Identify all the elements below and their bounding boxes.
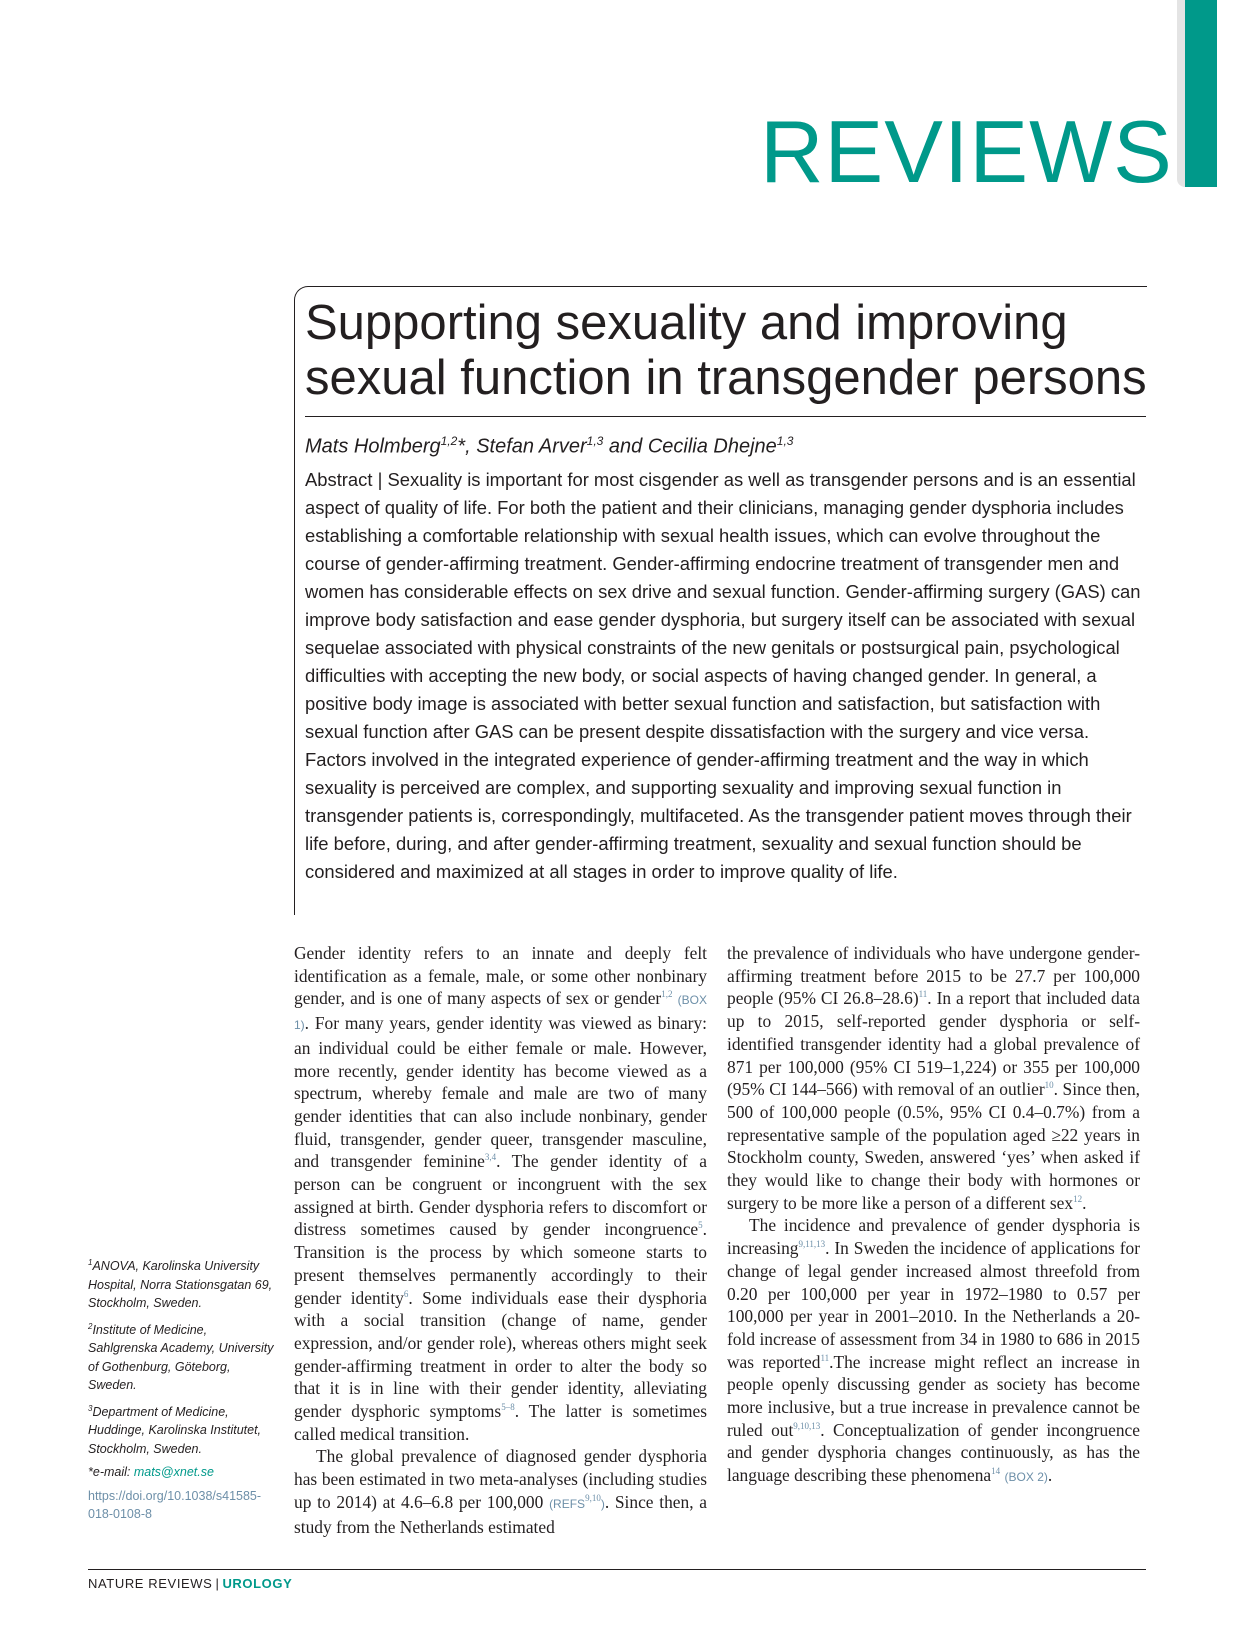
author-affiliation: 1,3 [586,434,604,448]
body-column-right [727,942,1140,1489]
body-paragraph: the prevalence of individuals who have undergone gender-affirming treatment before 2015 to be 27.7 per 100,000 people (95% CI 26.8–28.6)$^{11}$. In a report that included data up to 2015, self-reported gender dysphoria or self-identified transgender identity had a global prevalence of 871 per 100,000 (95% CI 519–1,224) or 355 per 100,000 (95% CI 144–566) with removal of an outlier$^{10}$. Since then, 500 of 100,000 people (0.5%, 95% CI 0.4–0.7%) from a representative sample of the population aged ≥22 years in Stockholm county, Sweden, answered ‘yes’ when asked if they would like to change their body with hormones or surgery to be more like a person of a different sex$^{12}$. [727,943,1140,1213]
abstract [305,466,1150,886]
footer [88,1576,292,1591]
abstract-label: Abstract [305,469,373,490]
author-name: Mats Holmberg [305,435,441,458]
author-affiliation: 1,2 [440,434,458,448]
section-tab-bar [1185,0,1217,187]
affiliation-3 [88,1400,278,1459]
body-paragraph: The incidence and prevalence of gender dysphoria is increasing$^{9,11,13}$. In Sweden the incidence of applications for change of legal gender increased almost threefold from 0.20 per 100,000 per year in 1972–1980 to 0.57 per 100,000 per year in 2001–2010. In the Netherlands a 20-fold increase of assessment from 34 in 1980 to 686 in 2015 was reported$^{11}$.The increase might reflect an increase in people openly discussing gender as society has become more inclusive, but a true increase in prevalence cannot be ruled out$^{9,10,13}$. Conceptualization of gender incongruence and gender dysphoria changes continuously, as has the language describing these phenomena$^{14}$ (BOX 2). [727,1215,1140,1486]
affiliation-text: Department of Medicine, Huddinge, Karolinska Institutet, Stockholm, Sweden. [88,1404,262,1456]
doi [88,1487,278,1524]
footer-rule [88,1569,1146,1570]
corresponding-author-mark: * [457,435,466,458]
title-rule [305,416,1146,417]
affiliation-2 [88,1318,278,1395]
citation-ref[interactable]: 1,2 [661,989,673,1000]
cross-reference[interactable]: (BOX 2) [1004,1470,1048,1485]
cross-reference[interactable]: (BOX 1) [294,993,707,1033]
citation-ref[interactable]: 12 [1073,1193,1083,1204]
email-label: *e-mail: [88,1465,134,1480]
author-affiliation: 1,3 [776,434,794,448]
affiliation-number: 3 [88,1403,93,1413]
citation-ref[interactable]: 11 [820,1352,830,1363]
affiliation-number: 1 [88,1258,93,1267]
citation-ref[interactable]: 6 [403,1288,409,1299]
citation-ref[interactable]: 5 [698,1220,703,1231]
affiliation-1 [88,1254,278,1313]
author-name: Stefan Arver [476,435,587,458]
author-list: Mats Holmberg$^{1,2}$*, Stefan Arver$^{1,3}$ and Cecilia Dhejne$^{1,3}$ [305,434,794,458]
footer-separator: | [215,1576,220,1591]
body-paragraph: The global prevalence of diagnosed gender dysphoria has been estimated in two meta-analyses (including studies up to 2014) at 4.6–6.8 per 100,000 (REFS$^{9,10}$). Since then, a study from the Netherlands estimated [294,1446,707,1537]
cross-reference[interactable]: ) [600,1496,605,1511]
affiliation-text: Institute of Medicine, Sahlgrenska Academy, University of Gothenburg, Göteborg, Sweden. [88,1322,274,1393]
citation-ref[interactable]: 11 [918,989,928,1000]
author-name: Cecilia Dhejne [647,435,777,458]
footer-subject: UROLOGY [222,1576,293,1591]
body-paragraph: Gender identity refers to an innate and deeply felt identification as a female, male, or some other nonbinary gender, and is one of many aspects of sex or gender$^{1,2}$ (BOX 1). For many years, gender identity was viewed as binary: an individual could be either female or male. However, more recently, gender identity has become viewed as a spectrum, whereby female and male are two of many gender identities that can also include nonbinary, gender fluid, transgender, gender queer, transgender masculine, and transgender feminine$^{3,4}$. The gender identity of a person can be congruent or incongruent with the sex assigned at birth. Gender dysphoria refers to discomfort or distress sometimes caused by gender incongruence$^5$. Transition is the process by which someone starts to present themselves permanently accordingly to their gender identity$^6$. Some individuals ease their dysphoria with a social transition (change of name, gender expression, and/or gender role), whereas others might seek gender-affirming treatment in order to alter the body so that it is in line with their gender identity, alleviating gender dysphoric symptoms$^{5-8}$. The latter is sometimes called medical transition. [294,943,708,1444]
doi-link[interactable]: https://doi.org/10.1038/s41585-018-0108-8 [88,1488,262,1522]
abstract-separator: | [372,469,388,490]
cross-reference[interactable]: (REFS [549,1496,586,1511]
citation-ref[interactable]: 5–8 [501,1402,515,1413]
citation-ref[interactable]: 9,11,13 [798,1239,826,1250]
citation-ref[interactable]: 3,4 [484,1152,497,1163]
footer-journal: NATURE REVIEWS [88,1576,213,1591]
citation-ref[interactable]: 9,10,13 [793,1420,821,1431]
affiliations [88,1254,278,1529]
abstract-text: Sexuality is important for most cisgender as well as transgender persons and is an essential aspect of quality of life. For both the patient and their clinicians, managing gender dysphoria includes establishing a comfortable relationship with sexual health issues, which can evolve throughout the course of gender-affirming treatment. Gender-affirming endocrine treatment of transgender men and women has considerable effects on sex drive and sexual function. Gender-affirming surgery (GAS) can improve body satisfaction and ease gender dysphoria, but surgery itself can be associated with sexual sequelae associated with physical constraints of the new genitals or postsurgical pain, psychological difficulties with accepting the new body, or social aspects of having changed gender. In general, a positive body image is associated with better sexual function and satisfaction, but satisfaction with sexual function after GAS can be present despite dissatisfaction with the surgery and vice versa. Factors involved in the integrated experience of gender-affirming treatment and the way in which sexuality is perceived are complex, and supporting sexuality and improving sexual function in transgender patients is, correspondingly, multifaceted. As the transgender patient moves through their life before, during, and after gender-affirming treatment, sexuality and sexual function should be considered and maximized at all stages in order to improve quality of life. [305,469,1141,882]
section-label: REVIEWS [760,102,1173,201]
email-link[interactable]: mats@xnet.se [133,1465,214,1480]
affiliation-text: ANOVA, Karolinska University Hospital, Norra Stationsgatan 69, Stockholm, Sweden. [88,1259,273,1311]
section-tab-shadow [1177,0,1185,187]
article-title: Supporting sexuality and improving sexual function in transgender persons [305,296,1147,405]
affiliation-number: 2 [88,1321,93,1331]
citation-ref[interactable]: 9,10 [585,1493,601,1504]
body-column-left [294,942,707,1538]
contact-email [88,1463,278,1482]
citation-ref[interactable]: 10 [1044,1080,1054,1091]
citation-ref[interactable]: 14 [991,1466,1001,1477]
